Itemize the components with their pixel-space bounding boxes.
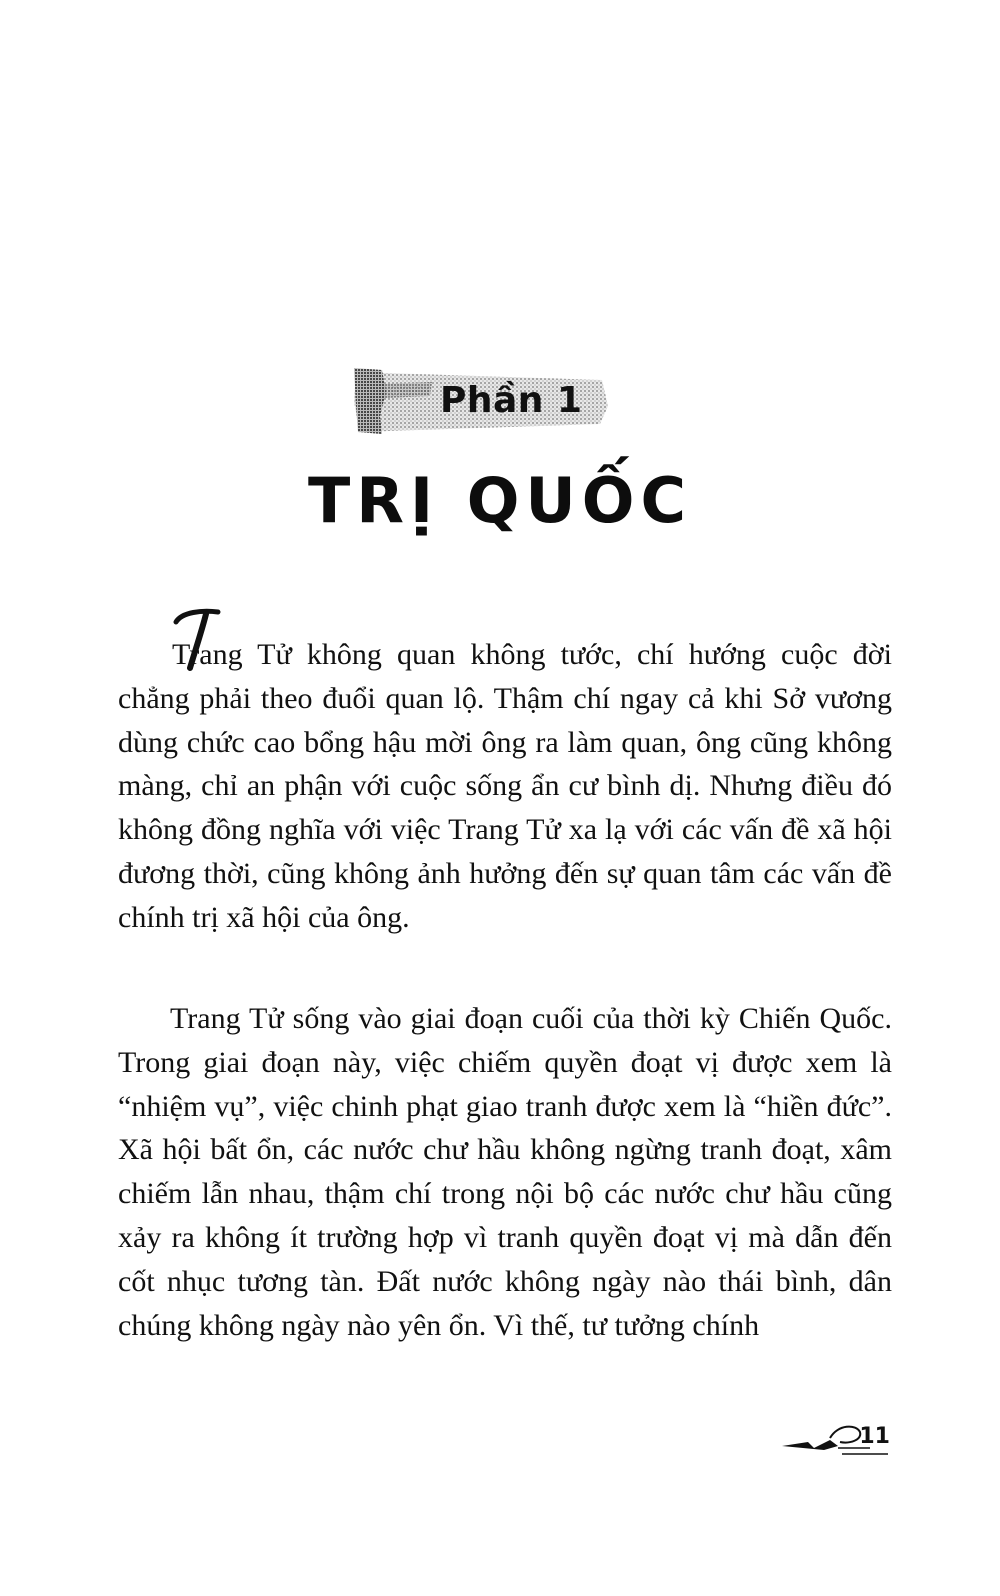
page-footer [780,1418,892,1460]
page-number: 11 [859,1424,890,1449]
paragraph-1: Trang Tử không quan không tước, chí hướng cuộc đời chẳng phải theo đuổi quan lộ. Thậm chí ngay cả khi Sở vương dùng chức cao bổng hậu mời ông ra làm quan, ông cũng không màng, chỉ an phận với cuộc sống ẩn cư bình dị. Nhưng điều đó không đồng nghĩa với việc Trang Tử xa lạ với các vấn đề xã hội đương thời, cũng không ảnh hưởng đến sự quan tâm các vấn đề chính trị xã hội của ông. [118,638,892,934]
chapter-title: TRỊ QUỐC [308,464,692,537]
part-banner [352,366,610,436]
part-label: Phần 1 [440,380,583,421]
paragraph-2: Trang Tử sống vào giai đoạn cuối của thời kỳ Chiến Quốc. Trong giai đoạn này, việc chiếm quyền đoạt vị được xem là “nhiệm vụ”, việc chinh phạt giao tranh được xem là “hiền đức”. Xã hội bất ổn, các nước chư hầu không ngừng tranh đoạt, xâm chiếm lẫn nhau, thậm chí trong nội bộ các nước chư hầu cũng xảy ra không ít trường hợp vì tranh quyền đoạt vị mà dẫn đến cốt nhục tương tàn. Đất nước không ngày nào thái bình, dân chúng không ngày nào yên ổn. Vì thế, tư tưởng chính [118,1002,892,1342]
